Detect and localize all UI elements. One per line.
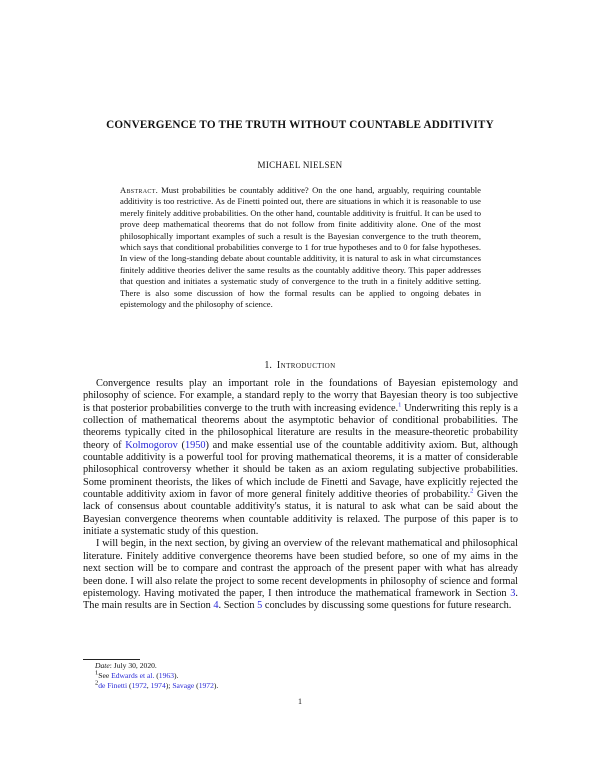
text-run: Convergence results play an important role in the foundations of Bayesian epistemology and philosophy of science. For example, a standard reply to the worry that Bayesian theory is too subjective is that posterior probabilities converge to the truth with increasing evidence. [83,378,518,414]
citation-edwards-year[interactable]: 1963 [158,671,174,681]
section-4-link[interactable]: 4 [213,600,219,612]
footnote-1 [83,671,518,681]
text-run: See [98,671,112,681]
citation-de-finetti-1974[interactable]: 1974 [150,681,166,691]
text-run: Underwriting this reply is a collection of mathematical theorems about the asymptotic behavior of conditional probabilities. The theorems typically cited in the philosophical literature are results in the measure-theoretic probability theory of [83,402,518,451]
section-heading [90,360,510,371]
paper-title: CONVERGENCE TO THE TRUTH WITHOUT COUNTABLE ADDITIVITY [106,119,494,131]
citation-kolmogorov[interactable]: Kolmogorov [125,439,178,451]
text-run: ). [213,681,219,691]
text-run: Given the lack of consensus about countable additivity's status, it is natural to ask what can be said about the Bayesian convergence theorems when countable additivity is relaxed. The purpose of this paper is to initiate a systematic study of this question. [83,489,518,538]
paragraph-2 [83,538,518,612]
text-run: . Section [218,600,258,612]
text-run: and make essential use of the countable additivity axiom. But, although countable additivity is a powerful tool for proving mathematical theorems, it is a matter of considerable philosophical controversy whether it should be taken as an axiom regulating subjective probabilities. Some prominent theorists, the likes of which include de Finetti and Savage, have explicitly rejected the countable additivity axiom in favor of more general finitely additive theories of probability. [83,439,518,501]
footnote-1-link[interactable]: 1 [398,401,402,409]
text-run: ). [173,671,179,681]
footnote-2-link[interactable]: 2 [470,487,474,495]
date-label: Date [95,661,110,670]
section-number: 1. [264,360,272,371]
section-title: Introduction [276,360,336,371]
text-run: concludes by discussing some questions for future research. [262,600,512,612]
text-run: ( [127,681,132,691]
citation-savage-year[interactable]: 1972 [198,681,214,691]
author-name: MICHAEL NIELSEN [257,160,343,170]
text-run: , [146,681,151,691]
section-3-link[interactable]: 3 [510,587,516,599]
text-run: ( [154,671,159,681]
abstract [120,185,481,310]
text-run: I will begin, in the next section, by giving an overview of the relevant mathematical and philosophical literature. Finitely additive convergence theorems have been studied before, so one of my aims in the next section will be to compare and contrast the approach of the present paper with what has already been done. I will also relate the project to some recent developments in philosophy of science and formal epistemology. Having motivated the paper, I then introduce the mathematical framework in Section [83,538,518,599]
body-text [83,378,518,613]
citation-kolmogorov-year[interactable]: 1950 [184,439,206,451]
paragraph-1: Convergence results play an important role in the foundations of Bayesian epistemology and philosophy of science. For example, a standard reply to the worry that Bayesian theory is too subjective is that posterior probabilities converge to the truth with increasing evidence.$^1$ Underwriting this reply is a collection of mathematical theorems about the asymptotic behavior of conditional probabilities. The theorems typically cited in the philosophical literature are results in the measure-theoretic probability theory of Kolmogorov (1950) and make essential use of the countable additivity axiom. But, although countable additivity is a powerful tool for proving mathematical theorems, it is a matter of considerable philosophical controversy whether it should be taken as an axiom regulating subjective probabilities. Some prominent theorists, the likes of which include de Finetti and Savage, have explicitly rejected the countable additivity axiom in favor of more general finitely additive theories of probability.$^2$ Given the lack of consensus about countable additivity's status, it is natural to ask what can be said about the Bayesian convergence theorems when countable additivity is relaxed. The purpose of this paper is to initiate a systematic study of this question. [83,378,518,538]
footnote-1-mark: 1 [95,669,99,677]
abstract-label: Abstract. [120,185,159,195]
text-run: ); [165,681,173,691]
text-run: ( [194,681,199,691]
date-value: : July 30, 2020. [109,661,157,670]
footnote-2 [83,681,518,691]
footnote-2-mark: 2 [95,679,99,687]
section-5-link[interactable]: 5 [257,600,263,612]
footnotes [83,661,518,692]
abstract-text: Must probabilities be countably additive? On the one hand, arguably, requiring countable additivity is too restrictive. As de Finetti pointed out, there are situations in which it is reasonable to use merely finitely additive probabilities. On the other hand, countable additivity is fruitful. It can be used to prove deep mathematical theorems that do not follow from finite additivity alone. One of the most philosophically important examples of such a result is the Bayesian convergence to the truth theorem, which says that conditional probabilities converge to 1 for true hypotheses and to 0 for false hypotheses. In view of the long-standing debate about countable additivity, it is natural to ask in what circumstances finitely additive theories deliver the same results as the countably additive theory. This paper addresses that question and initiates a systematic study of convergence to the truth in a finitely additive setting. There is also some discussion of how the formal results can be applied to ongoing debates in epistemology and the philosophy of science. [120,185,481,310]
footnote-rule [83,659,140,660]
citation-de-finetti[interactable]: de Finetti [98,681,128,691]
page-number: 1 [298,697,302,706]
citation-de-finetti-1972[interactable]: 1972 [131,681,147,691]
citation-edwards[interactable]: Edwards et al. [111,671,155,681]
citation-savage[interactable]: Savage [172,681,195,691]
footnote-date [83,661,518,671]
text-run: . The main results are in Section [83,587,518,612]
